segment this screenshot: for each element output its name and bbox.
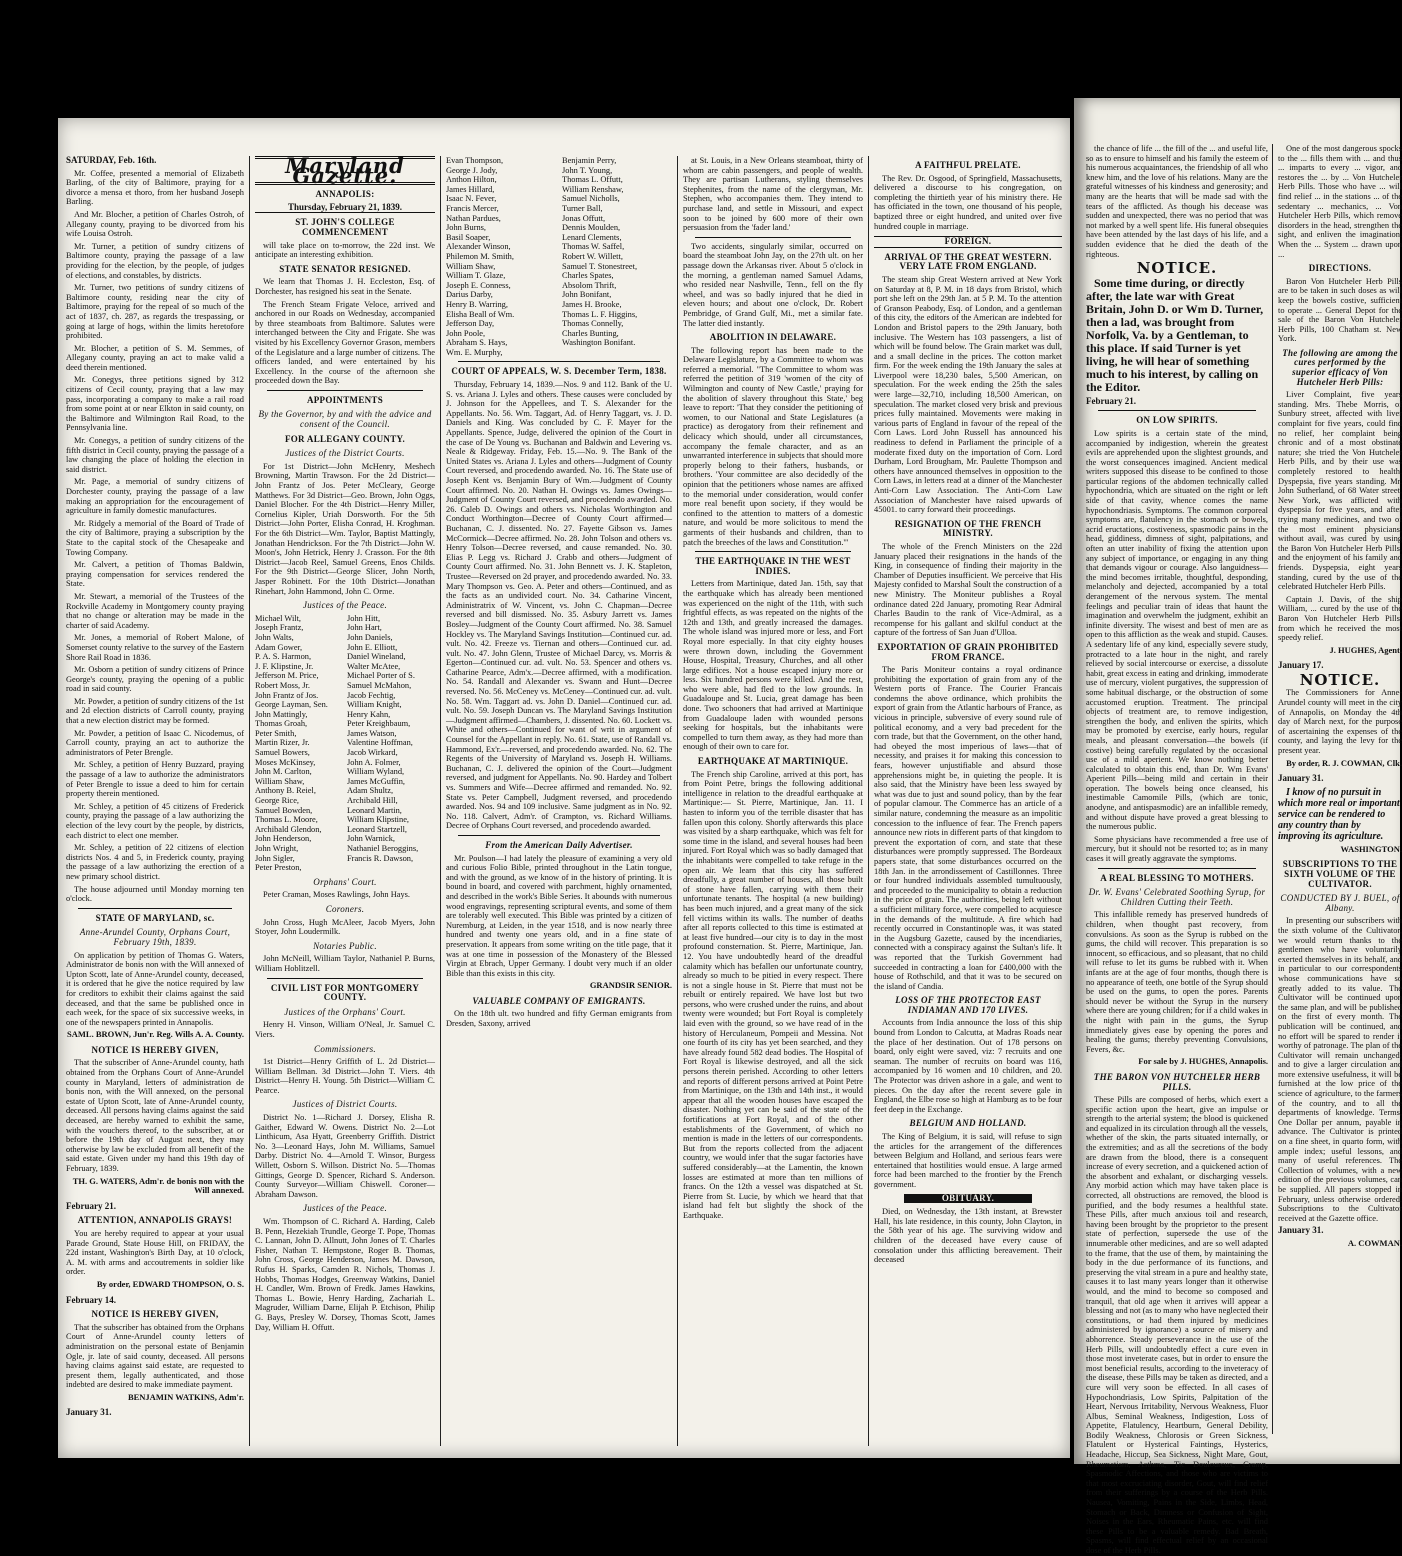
name-entry: Leonard Startzell,: [347, 824, 407, 834]
name-entry: Henry Kahn,: [347, 709, 391, 719]
name-entry: Thomas Connelly,: [562, 319, 624, 329]
obituary-heading: OBITUARY.: [904, 1194, 1032, 1204]
name-entry: George Layman, Sen.: [255, 700, 328, 710]
civil-sub: Justices of the Orphans' Court.: [284, 1006, 406, 1017]
commissioners-sub: Commissioners.: [314, 1043, 376, 1054]
name-entry: William T. Glaze,: [446, 271, 506, 281]
herb-heading: THE BARON VON HUTCHELER HERB PILLS.: [1093, 1071, 1261, 1092]
abolition-heading: ABOLITION IN DELAWARE.: [709, 332, 837, 343]
name-entry: George J. Jody,: [446, 165, 498, 175]
coroners-body: John Cross, Hugh McAleer, Jacob Myers, John Stoyer, John Loudermilk.: [255, 917, 435, 937]
name-entry: Nathaniel Beroggins,: [347, 844, 419, 853]
name-entry: Samuel Bowers,: [255, 748, 310, 758]
cures-agent: J. HUGHES, Agent.: [1329, 644, 1402, 655]
name-entry: Martin Rizer, Jr.: [255, 738, 310, 748]
notice-heading: NOTICE IS HEREBY GIVEN,: [91, 1044, 219, 1055]
civil-body: Henry H. Vinson, William O'Neal, Jr. Samuel C. Viers.: [255, 1020, 435, 1039]
name-entry: Jefferson Day,: [446, 319, 495, 329]
divider: [695, 551, 851, 552]
resignation-heading: RESIGNATION OF THE FRENCH MINISTRY.: [894, 518, 1042, 539]
state-body: On application by petition of Thomas G. Waters, Administrator de bonis non with the Will annexed of Upton Scott, late of Anne-Arundel county, deceased, it is ordered that he give the notice required by law for creditors to exhibit their claims against the said deceased, and that the same be published once in each week, for the space of six successive weeks, in one of the newspapers printed in Annapolis.: [66, 950, 244, 1027]
name-entry: Adam Shultz,: [347, 786, 394, 796]
great-western-body: The steam ship Great Western arrived at New York on Saturday at 8, P. M. in 18 days from Bristol, which port she left on the 29th Jan. at 5 P. M. To the attention of Granson Peabody, Esq. of London, and a gentleman of this city, the editors of the American are indebted for London and Bristol papers to the 29th January, both inclusive. The Western has 103 passengers, a list of which will be found below. The Grain market was dull, and a small decline in the prices. The cotton market firm. For the week ending the 19th January the sales at Liverpool were 18,230 bales, 5,500 American, on speculation. For the week ending the 25th the sales were large—32,710, including 18,500 American, on speculation. The market closed very brisk and previous prices fully maintained. Movements were making in various parts of England in favour of the repeal of the Corn Laws. Lord John Russell has announced his readiness to defend in Parliament the principle of a moderate fixed duty on the importation of Corn. Lord Durham, Lord Brougham, Mr. Paulette Thompson and others have announced themselves in opposition to the Corn Laws, in letters read at a dinner of the Manchester Anti-Corn Law Association. The Anti-Corn Law Association of Manchester have raised upwards of 45001. to carry forward their proceedings.: [874, 274, 1062, 515]
allegany-sub: Justices of the District Courts.: [285, 448, 405, 459]
name-entry: Jefferson M. Price,: [255, 671, 319, 681]
name-entry: Samuel T. Stonestreet,: [562, 261, 638, 271]
cultivator-body: In presenting our subscribers with the sixth volume of the Cultivator, we would return thanks to the gentlemen who have voluntarily exerted themselves in its behalf, and in particular to our correspondents whose communications have so greatly added to its value. The Cultivator will be continued upon the same plan, and will be published on the first of every month. The publication will be continued, and no effort will be spared to render it worthy of patronage. The plan of the Cultivator will remain unchanged; and to give a larger circulation and more extensive usefulness, it will be furnished at the low price of the science of agriculture, to the farmers of the country, and to all the departments of knowledge. Terms, One Dollar per annum, payable in advance. The Cultivator is printed on a fine sheet, in quarto form, with ample index; useful lessons, and many of useful references. The Collection of volumes, with a new edition of the previous volumes, can be supplied. All papers stopped in February, unless otherwise ordered. Subscriptions to the Cultivator received at the Gazette office.: [1278, 916, 1402, 1223]
divider: [78, 908, 232, 909]
name-entry: Evan Thompson,: [446, 156, 504, 165]
name-entry: James H. Brooke,: [562, 299, 622, 309]
state-subheading: Anne-Arundel County, Orphans Court, February 19th, 1839.: [79, 927, 231, 947]
name-entry: Lenard Clements,: [562, 232, 622, 242]
divider: [458, 361, 660, 362]
name-entry: Nathan Pardues,: [446, 213, 501, 223]
column-5: [874, 156, 1062, 1446]
name-entry: John Wright,: [255, 844, 299, 853]
column-rule: [1272, 144, 1273, 1434]
peace2-sub: Justices of the Peace.: [302, 1203, 388, 1214]
emigrants-continued: at St. Louis, in a New Orleans steamboat, thirty of whom are cabin passengers, and people of wealth. They are partisan Lutherans, styling themselves Stephenites, from the name of the clergyman, Mr. Stephen, who accompanies them. They intend to purchase land, and settle in Missouri, and expect soon to be joined by 600 more of their own persuasion from the 'fader land.': [683, 156, 863, 233]
commissioners-notice-date: January 31.: [1278, 773, 1324, 784]
name-entry: Turner Ball,: [562, 203, 603, 213]
name-entry: John Daniels,: [347, 632, 393, 642]
name-entry: Thomas W. Saffel,: [562, 242, 625, 252]
divider: [267, 390, 423, 391]
name-entry: John Warnick,: [347, 834, 396, 844]
paragraph: Mr. Calvert, a petition of Thomas Baldwin, praying compensation for services rendered the State.: [66, 560, 244, 589]
name-entry: Robert Moss, Jr.: [255, 680, 310, 690]
prelate-heading: A FAITHFUL PRELATE.: [915, 160, 1021, 170]
name-entry: Michael Porter of S.: [347, 671, 415, 681]
paragraph: Mr. Powder, a petition of sundry citizens of the 1st and 2d election districts of Carroll county, praying that a new election district may be formed.: [66, 696, 244, 726]
name-entry: P. A. S. Harmon,: [255, 652, 312, 662]
spirits-note: Some physicians have recommended a free use of mercury, but it should not be resorted to; as in many cases it will greatly aggravate the symptoms.: [1086, 834, 1268, 864]
name-entry: John Hart,: [347, 623, 382, 633]
name-entry: Michael Wilt,: [255, 613, 302, 623]
cultivator-date: January 31.: [1278, 1225, 1324, 1236]
grain-heading: EXPORTATION OF GRAIN PROHIBITED FROM FRANCE.: [877, 641, 1059, 662]
divider: [458, 835, 660, 836]
spirits-heading: ON LOW SPIRITS.: [1136, 415, 1218, 426]
divider: [267, 978, 423, 979]
names-continued-right: [562, 156, 672, 357]
name-entry: Moses McKinsey,: [255, 757, 316, 767]
district-sub: Justices of District Courts.: [292, 1099, 398, 1110]
name-entry: Samuel Bowden,: [255, 805, 313, 815]
name-entry: John Bonifant,: [562, 290, 612, 300]
name-entry: Dennis Moulden,: [562, 223, 621, 233]
name-entry: William Wyland,: [347, 767, 405, 777]
cures-date: January 17.: [1278, 660, 1324, 671]
names-continued-left: [446, 156, 556, 357]
notice2-heading: NOTICE IS HEREBY GIVEN,: [91, 1309, 219, 1320]
paragraph: Mr. Stewart, a memorial of the Trustees of the Rockville Academy in Montgomery county praying that no change or alteration may be made in the charter of said Academy.: [66, 591, 244, 630]
name-entry: Daniel Wineland,: [347, 652, 406, 662]
senator-heading: STATE SENATOR RESIGNED.: [279, 263, 411, 274]
name-entry: Samuel Nicholls,: [562, 194, 620, 204]
grain-body: The Paris Moniteur contains a royal ordinance prohibiting the exportation of grain from any of the Western ports of France. The Courier Francais condemns the above ordinance, which prohibits the export of grain from the Atlantic harbours of France, as vicious in principle, subversive of every sound rule of political economy, and a very bad precedent for the corn trade, but that the Government, on the other hand, had obeyed the most imperious of laws—that of necessity, and praises it for making this concession to fears, however unjustifiable and absurd those apprehensions might be, in quieting the people. It is also said, that the Ministry have been less swayed by what was due to just and sound policy, than by the fear of popular clamour. The Commerce has an article of a similar nature, condemning the measure as an impolitic concession to the influence of fear. The French papers announce new riots in different parts of that kingdom to prevent the exportation of corn, and state that these disturbances were promptly suppressed. The Bordeaux papers state, that some disturbances occurred on the 18th Jan. in the arrondissement of Castillonnes. Three or four hundred individuals assembled tumultuously, and proceeded to the municipality to obtain a reduction in the price of grain. The authorities, being left without a sufficient military force, were compelled to acquiesce in the demands of the multitude. A fire which had recently occurred in Constantinople was, it was stated in the Augsburg Gazette, caused by the incendiaries, connected with a conspiracy against the Sultan's life. It was reported that the Turkish Government had succeeded in contracting a loan for £400,000 with the house of Rothschild, and that it was to be secured on the island of Candia.: [874, 665, 1062, 991]
column-1: [66, 156, 244, 1446]
column-rule: [868, 156, 869, 1446]
appointments-sub: By the Governor, by and with the advice and consent of the Council.: [258, 409, 432, 430]
column-a: [1086, 144, 1268, 1555]
name-entry: Alexander Winson,: [446, 242, 511, 252]
prelate-body: The Rev. Dr. Osgood, of Springfield, Massachusetts, delivered a discourse to his congregation, on completing the thirtieth year of his ministry there. He has officiated in the town, one thousand of his people, baptized three or eight hundred, and united over five hundred couple in marriage.: [874, 173, 1062, 231]
cures-heading: The following are among the cures performed by the superior efficacy of Von Hutcheler Herb Pills:: [1282, 347, 1398, 387]
paragraph: Mr. Jones, a memorial of Robert Malone, of Somerset county relative to the survey of the Eastern Shore Rail Road in 1836.: [66, 633, 244, 662]
name-entry: John T. Young,: [562, 165, 613, 175]
name-entry: James McGuffin,: [347, 776, 405, 786]
name-entry: Walter McAtee,: [347, 661, 401, 671]
name-entry: Benjamin Perry,: [562, 156, 617, 165]
paragraph: Mr. Turner, two petitions of sundry citizens of Baltimore county, residing near the city of Baltimore, praying for the repeal of so much of the act of 1837, ch. 287, as regards the trespassing, or going at large of hogs, within the limits heretofore prohibited.: [66, 283, 244, 341]
loss-body: Accounts from India announce the loss of this ship bound from London to Calcutta, at Madras Roads near the place of her destination. Out of 178 persons on board, only eight were saved, viz: 7 recruits and one seaman. The number of recruits on board was 116, accompanied by 16 women and 10 children, and 20. The Protector was driven ashore in a gale, and went to pieces. On the day after the recent severe gale in England, the Elbe rose so high at Hamburg as to be four feet deep in the Exchange.: [874, 1018, 1062, 1114]
paragraph: Mr. Powder, a petition of Isaac C. Nicodemus, of Carroll county, praying an act to authorize the administrators of Peter Brengle.: [66, 728, 244, 757]
civil-heading: CIVIL LIST FOR MONTGOMERY COUNTY.: [270, 982, 420, 1003]
name-entry: James Hillard,: [446, 184, 495, 194]
district-body: District No. 1—Richard J. Dorsey, Elisha R. Gaither, Edward W. Owens. District No. 2—Lot Linthicum, Asa Hyatt, Greenberry Griffith. District No. 3—Leonard Hays, John M. Williams, Samuel Darby. District No. 4—Arnold T. Winsor, Burgess Willett, Osborn S. Willson. District No. 5—Thomas Gittings, George D. Spencer, Richard S. Anderson. County Surveyor—William Chiswell. Coroner—Abraham Dawson.: [255, 1113, 435, 1199]
name-entry: Absolom Thrift,: [562, 280, 617, 290]
frigate-body: The French Steam Frigate Veloce, arrived and anchored in our Roads on Wednesday, accompanied by three steamboats from Baltimore. Salutes were interchanged between the City and Frigate. She was visited by his Excellency Governor Grason, members of the Legislature and a large number of citizens. The officers landed, and were entertained by his Excellency. In the course of the afternoon she proceeded down the Bay.: [255, 299, 435, 386]
washington-signature: WASHINGTON.: [1340, 843, 1402, 854]
emigrants-body: On the 18th ult. two hundred and fifty German emigrants from Dresden, Saxony, arrived: [446, 1009, 672, 1029]
name-entry: Anthon Hilton,: [446, 175, 497, 185]
column-4: [683, 156, 863, 1446]
name-entry: Jacob Fechtig,: [347, 690, 396, 700]
paragraph: Mr. Turner, a petition of sundry citizens of Baltimore county, praying the passage of a law providing for the election, by the people, of judges of elections, and constables, by districts.: [66, 241, 244, 280]
directions-body: Baron Von Hutcheler Herb Pills are to be taken in such doses as will keep the bowels costive, sufficient to operate ... General Depot for the sale of the Baron Von Hutcheler Herb Pills, 100 Chatham st. New York.: [1278, 276, 1402, 344]
notice-date: February 21.: [1086, 395, 1136, 406]
notice-body: That the subscriber of Anne-Arundel county, hath obtained from the Orphans Court of Anne-Arundel county in Maryland, letters of administration de bonis non, with the Will annexed, on the personal estate of Upton Scott, late of Anne-Arundel county, deceased. All persons having claims against the said deceased, are hereby warned to exhibit the same, with the vouchers thereof, to the subscriber, at or before the 19th day of August next, they may otherwise by law be excluded from all benefit of the said estate. Given under my hand this 19th day of February, 1839.: [66, 1058, 244, 1173]
grays-date: February 14.: [66, 1294, 116, 1305]
orphans-body: Peter Craman, Moses Rawlings, John Hays.: [263, 890, 411, 900]
paragraph: Mr. Coffee, presented a memorial of Elizabeth Barling, of the city of Baltimore, praying for a divorce a mensa et thoro, from her husband Joseph Barling.: [66, 168, 244, 207]
state-signature: SAML. BROWN, Jun'r. Reg. Wills A. A. County.: [67, 1029, 244, 1040]
name-entry: Isaac N. Fever,: [446, 194, 497, 204]
bible-heading: From the American Daily Advertiser.: [485, 839, 633, 850]
belgium-body: The King of Belgium, it is said, will refuse to sign the articles for the arrangement of the differences between Belgium and Holland, and serious fears were entertained that hostilities would ensue. A large armed force had been marched to the frontier by the French government.: [874, 1132, 1062, 1189]
senator-body: We learn that Thomas J. H. Eccleston, Esq. of Dorchester, has resigned his seat in the Senate.: [255, 277, 435, 296]
dateline: Thursday, February 21, 1839.: [255, 203, 435, 214]
names-continued: [446, 156, 672, 357]
name-entry: William Knight,: [347, 700, 402, 710]
name-entry: Peter Preston,: [255, 863, 302, 873]
name-entry: John Burns,: [446, 223, 487, 233]
martinique-heading: EARTHQUAKE AT MARTINIQUE.: [697, 756, 849, 767]
notaries-sub: Notaries Public.: [313, 940, 377, 951]
name-entry: William Shaw,: [255, 776, 305, 786]
notaries-body: John McNeill, William Taylor, Nathaniel P. Burns, William Hoblitzell.: [255, 954, 435, 973]
column-2: [255, 153, 435, 1446]
name-entry: John Hitt,: [347, 613, 381, 623]
paragraph: Mr. Schley, a petition of 45 citizens of Frederick county, praying the passage of a law authorizing the election of the levy court by the people, by districts, each district to elect one member.: [66, 801, 244, 840]
great-western-heading: ARRIVAL OF THE GREAT WESTERN. VERY LATE FROM ENGLAND.: [884, 251, 1052, 272]
name-entry: Peter Smith,: [255, 728, 297, 738]
name-entry: Joseph E. Conness,: [446, 280, 511, 290]
name-entry: James Watson,: [347, 728, 397, 738]
notice-heading: NOTICE.: [1136, 259, 1218, 278]
name-entry: Francis Mercer,: [446, 203, 499, 213]
name-entry: Abraham S. Hays,: [446, 338, 508, 348]
spirits-body: Low spirits is a certain state of the mind, accompanied by indigestion, wherein the greatest evils are apprehended upon the slightest grounds, and the worst consequences imagined. Ancient medical writers supposed this disease to be confined to those particular regions of the abdomen technically called hypochondria, which are situated on the right or left side of that cavity, whence comes the name hypochondriasis. Symptoms. The common corporeal symptoms are, flatulency in the stomach or bowels, acrid eructations, costiveness, spasmodic pains in the head, giddiness, dimness of sight, palpitations, and often an utter inability of fixing the attention upon any subject of importance, or engaging in any thing that demands vigour or courage. Also languidness—the mind becomes irritable, thoughtful, desponding, melancholy and dejected, accompanied by a total derangement of the nervous system. The mental feelings and peculiar train of ideas that haunt the imagination and overwhelm the judgment, exhibit an infinite diversity. The wisest and best of men are as open to this affliction as the weak and stupid. Causes. A sedentary life of any kind, especially severe study, protracted to a late hour in the night, and rarely relieved by social intercourse or exercise, a dissolute habit, great excess in eating and drinking, immoderate use of mercury, violent purgatives, the suppression of some habitual discharge, or the obstruction of some accustomed eruption. Treatment. The principal objects of treatment are, to remove indigestion, strengthen the body, and enliven the spirits, which may be promoted by exercise, early hours, regular meals, and pleasant conversation—the bowels (if costive) being carefully regulated by the occasional use of a mild aperient. We know nothing better calculated to obtain this end, than Dr. Wm Evans' Aperient Pills—being mild and certain in their operation. The bowels being once cleansed, his inestimable Camomile Pills, (which are tonic, anodyne, and antispasmodic) are an infallible remedy, and without dispute have proved a great blessing to the numerous public.: [1086, 428, 1268, 832]
name-entry: Thomas L. F. Higgins,: [562, 309, 638, 319]
cures-body: Liver Complaint, five years standing. Mrs. Thebe Morris, of Sunbury street, affected with liver complaint for five years, could find no relief, her complaint being chronic and of a most obstinate nature; she tried the Von Hutcheler Herb Pills, and by their use was completely restored to health. Dyspepsia, five years standing. Mr. John Sutherland, of 68 Water street, New York, was afflicted with dyspepsia for five years, and after trying many medicines, and two of the most eminent physicians, without avail, was cured by using the Baron Von Hutcheler Herb Pills, and the enjoyment of his family and friends. Dyspepsia, eight years standing, cured by the use of the celebrated Hutcheler Herb Pills.: [1278, 390, 1402, 592]
name-entry: Basil Soaper,: [446, 232, 491, 242]
accident-body: Two accidents, singularly similar, occurred on board the steamboat John Jay, on the 27th ult. on her passage down the Arkansas river. About 5 o'clock in the morning, a gentleman named Samuel Adams, who resided near Nashville, Tenn., fell on the fly wheel, and was so badly injured that he died in eleven hours; and about one o'clock, Dr. Robert Pembridge, of Grand Gulf, Mi., met a similar fate. The latter died instantly.: [683, 241, 863, 328]
obituary-continued: the chance of life ... the fill of the ... and useful life, so as to ensure to himself and his family the esteem of his numerous acquaintances, the friendship of all who knew him, and the love of his relations. Many are the grateful witnesses of his kindness and generosity; and many are the hearts that will be made sad with the tears of the afflicted. As though his decease was sudden and unexpected, there was no period that was not marked by a well spent life. His funeral obsequies have been attended by the last days of his life, and a sudden evidence that he died the death of the righteous.: [1086, 144, 1268, 259]
bible-body: Mr. Poulson—I had lately the pleasure of examining a very old and curious Folio Bible, printed throughout in the Latin tongue, and with the ground, as we know of in the history of printing. It is bound in board, and covered with parchment, highly ornamented, and described in the work's Bible Series. It abounds with numerous wood engravings, representing scriptural events, and some of them are tolerably well executed. This Bible was printed by a citizen of Nuremburg, at Leiden, in the year 1518, and is now nearly three hundred and twenty one years old, and in a fine state of preservation. It appears from some writing on the title page, that it was at one time in possession of the Monastery of the Blessed Virgin at Ebrach, Upper Germany. I doubt very much if an older Bible than this exists in this city.: [446, 853, 672, 978]
directions-heading: DIRECTIONS.: [1308, 263, 1372, 274]
place-line: ANNAPOLIS:: [315, 189, 375, 200]
masthead: Maryland Gazette.: [255, 156, 435, 185]
name-entry: William Renshaw,: [562, 184, 624, 194]
cultivator-signature: A. COWMAN.: [1347, 1237, 1402, 1248]
paragraph: Mr. Page, a memorial of sundry citizens of Dorchester county, praying the passage of a law making an appropriation for the encouragement of agriculture in family domestic manufactures.: [66, 477, 244, 516]
resignation-body: The whole of the French Ministers on the 22d January placed their resignations in the hands of the King, in consequence of finding their majority in the Chamber of Deputies insufficient. We perceive that His Majesty confided to Marshal Soult the construction of a new Ministry. The Moniteur publishes a Royal ordinance dated 22d January, promoting Rear Admiral Charles Baudin to the rank of Vice-Admiral, as a recompense for his gallant and skilful conduct at the capture of the fortress of San Juan d'Ulloa.: [874, 541, 1062, 638]
name-entry: Thomas L. Offutt,: [562, 175, 623, 185]
commissioners-notice-signature: By order, R. J. COWMAN, Clk.: [1286, 757, 1402, 768]
name-entry: Washington Bonifant.: [562, 338, 636, 348]
name-entry: George Rice,: [255, 796, 300, 806]
paragraph: The house adjourned until Monday morning ten o'clock.: [66, 884, 244, 904]
earthquake-heading: THE EARTHQUAKE IN THE WEST INDIES.: [695, 556, 851, 576]
name-entry: John Henderson,: [255, 834, 312, 844]
justices-list: [255, 614, 435, 873]
name-entry: Joseph Frantz,: [255, 623, 304, 633]
paragraph: Mr. Schley, a petition of Henry Buzzard, praying the passage of a law to authorize the administrators of Peter Brengle to issue a deed to him for certain property therein mentioned.: [66, 760, 244, 799]
name-entry: Philemon M. Smith,: [446, 251, 514, 261]
name-entry: John Walts,: [255, 632, 294, 642]
column-rule: [677, 156, 678, 1446]
herb-body: These Pills are composed of herbs, which exert a specific action upon the heart, give an impulse or strength to the arterial system; the blood is quickened and equalized in its circulation through all the vessels, whether of the skin, the parts situated internally, or the extremities; and as all the secretions of the body are drawn from the blood, there is a consequent increase of every secretion, and a quickened action of the absorbent and exhalant, or discharging vessels. Any morbid action which may have taken place is corrected, all obstructions are removed, the blood is purified, and the body resumes a healthful state. These Pills, after much anxious toil and research, having been brought by the proprietor to the present state of perfection, supersede the use of the innumerable other medicines, and are so well adapted to the frame, that the use of them, by maintaining the body in the due performance of its functions, and preserving the vital stream in a pure and healthy state, causes it to last many years longer than it otherwise would, and the mind to become so composed and tranquil, that old age when it arrives will appear a blessing and not (as to many who have neglected their constitutions, or had them injured by medicines administered by ignorance) a source of misery and abhorrence. Steady perseverance in the use of the Herb Pills, will undoubtedly effect a cure even in those most inveterate cases, but in order to ensure the most beneficial results, according to the inveteracy of the disease, these Pills may be taken as directed, and a cure will very soon be effected. In all cases of Hypochondriasis, Low Spirits, Palpitation of the Heart, Nervous Irritability, Nervous Weakness, Fluor Albus, Seminal Weakness, Indigestion, Loss of Appetite, Flatulency, Heartburn, General Debility, Bodily Weakness, Chlorosis or Green Sickness, Flatulent or Hysterical Faintings, Hysterics, Headache, Hiccup, Sea Sickness, Night Mare, Gout, Rheumatism, Asthma, Tic Douloureux, Cramp, Spasmodic Affections, and those who are victims to that most excruciating disorder, Gout, will find relief from their sufferings by a course of the Herb Pills. Nausea, Vomiting, Pains in the Side, Limbs, Head, Stomach or Back, Dimness or Confusion of Sight, Noises in the Ears, Rheumatic Pains, etc. will find these Pills to be a valuable remedy. Bad Breath, Spasms, will find effectual relief by an occasional dose of the Herb Pills.: [1086, 1095, 1268, 1555]
name-entry: Elisha Beall of Wm.: [446, 309, 515, 319]
name-entry: Samuel McMahon,: [347, 680, 412, 690]
justices-list-right: [347, 614, 435, 873]
herb-continued: One of the most dangerous spocks to the ... fills them with ... and thus ... imparts to every ... vigor, and restores the ... by ... Von Hutcheler Herb Pills. Those who have ... will find relief ... in the stations ... of the sedentary ... mechanics, ... Von Hutcheler Herb Pills, which remove disorders in the head, strengthen the sight, and enliven the imagination. When the ... System ... drawn upon ...: [1278, 144, 1402, 259]
name-entry: Jonas Offutt,: [562, 213, 606, 223]
divider: [1098, 410, 1256, 411]
divider: [695, 237, 851, 238]
blessing-sub: Dr. W. Evans' Celebrated Soothing Syrup, for Children Cutting their Teeth.: [1088, 887, 1266, 907]
allegany-body: For 1st District—John McHenry, Meshech Browning, Martin Trawson. For the 2d District—John Frantz of Jos. Peter McCleary, George Matthews. For 3d District—Geo. Brown, John Oggs, Daniel Blocher. For the 4th District—Henry Miller, Cornelius Kipler, Uriah Dorsworth. For the 5th District—John Porter, Elisha Conrad, H. Kroghman. For the 6th District—Wm. Taylor, Baptist Mattingly, Jonathan Hendrickson. For the 7th District—John W. Moon's, John Hetrick, Henry J. Crasson. For the 8th District—Jacob Reel, Samuel Greens, Enos Childs. For the 9th District—George Slicer, John North, Jasper Robinett. For the 10th District—Jonathan Rinehart, John Hammond, John C. Orme.: [255, 461, 435, 596]
sjc-body: will take place on to-morrow, the 22d inst. We anticipate an interesting exhibition.: [255, 240, 435, 260]
name-entry: John A. Folmer,: [347, 757, 401, 767]
notice2-date: January 31.: [66, 1407, 112, 1418]
paragraph: Mr. Conegys, a petition of sundry citizens of the fifth district in Cecil county, praying the passage of a law changing the place of holding the election in said district.: [66, 436, 244, 474]
name-entry: Leonard Martin,: [347, 805, 402, 815]
notice-signature: TH. G. WATERS, Adm'r. de bonis non with the Will annexed.: [72, 1175, 244, 1196]
name-entry: Valentine Hoffman,: [347, 738, 413, 748]
name-entry: John Frantz of Jos.: [255, 690, 319, 700]
cures-signature: Captain J. Davis, of the ship William, ... cured by the use of the Baron Von Hutcheler Herb Pills, from which he received the most speedy relief.: [1278, 594, 1402, 643]
justices-list-left: [255, 614, 343, 873]
allegany-heading: FOR ALLEGANY COUNTY.: [284, 433, 406, 444]
bible-signature: GRANDSIR SENIOR.: [589, 980, 672, 991]
newspaper-page-right: [1074, 98, 1402, 1555]
column-rule: [249, 156, 250, 1446]
divider: [1098, 868, 1256, 869]
court-heading: COURT OF APPEALS, W. S. December Term, 1838.: [451, 366, 667, 377]
name-entry: Charles Bunting,: [562, 328, 619, 338]
grays-signature: By order, EDWARD THOMPSON, O. S.: [96, 1278, 244, 1289]
paragraph: Mr. Blocher, a petition of S. M. Semmes, of Allegany county, praying an act to make valid a deed therein mentioned.: [66, 343, 244, 372]
washington-quote: I know of no pursuit in which more real or important service can be rendered to any country than by improving its agriculture.: [1278, 786, 1400, 842]
notice2-body: That the subscriber has obtained from the Orphans Court of Anne-Arundel county letters of administration on the personal estate of Benjamin Ogle, jr. late of said county, deceased. All persons having claims against said estate, are requested to present them, legally authenticated, and those indebted are desired to make immediate payment.: [66, 1322, 244, 1390]
commissioners-body: 1st District—Henry Griffith of L. 2d District—William Bellman. 3d District—John T. Viers. 4th District—Henry H. Young. 5th District—William C. Pearce.: [255, 1057, 435, 1095]
sjc-heading: ST. JOHN'S COLLEGE COMMENCEMENT: [295, 217, 395, 237]
appointments-heading: APPOINTMENTS: [306, 394, 384, 405]
name-entry: Archibald Glendon,: [255, 824, 322, 834]
name-entry: Thomas L. Moore,: [255, 815, 318, 825]
loss-heading: LOSS OF THE PROTECTOR EAST INDIAMAN AND 170 LIVES.: [895, 995, 1041, 1015]
notice-body: Some time during, or directly after, the late war with Great Britain, John D. or Wm D. Turner, then a lad, was brought from Norfolk, Va. by a Gentleman, to this place. If said Turner is yet living, he will hear of something much to his interest, by calling on the Editor.: [1086, 275, 1264, 394]
cultivator-heading: SUBSCRIPTIONS TO THE SIXTH VOLUME OF THE CULTIVATOR.: [1282, 859, 1398, 889]
column-b: [1278, 144, 1402, 1434]
peace-sub: Justices of the Peace.: [302, 600, 388, 611]
name-entry: William Klipstine,: [347, 815, 410, 825]
foreign-heading: FOREIGN.: [874, 236, 1062, 248]
cultivator-sub: CONDUCTED BY J. BUEL, of Albany.: [1280, 893, 1400, 913]
obituary-body: Died, on Wednesday, the 13th instant, at Brewster Hall, his late residence, in this county, John Clayton, in the 58th year of his age. The surviving widow and children of the deceased have every cause of consolation under this afflicting bereavement. Their deceased: [874, 1207, 1062, 1265]
grays-body: You are hereby required to appear at your usual Parade Ground, State House Hill, on FRIDAY, the 22d instant, Washington's Birth Day, at 10 o'clock, A. M. with arms and accoutrements in soldier like order.: [66, 1228, 244, 1277]
name-entry: Archibald Hill,: [347, 796, 398, 806]
name-entry: Francis R. Dawson,: [347, 853, 414, 863]
martinique-body: The French ship Caroline, arrived at this port, has from Point Petre, brings the following additional intelligence in relation to the dreadful earthquake at Martinique:— St. Pierre, Martinique, Jan. 11. I hasten to inform you of the terrible disaster that has fallen upon this colony. Shortly afterwards this place was visited by a sharp earthquake, which was felt for some time in the island, and several houses had been injured. Fort Royal which was so badly damaged that the inhabitants were compelled to take refuge in the open air. We learn that this city has suffered dreadfully, a great number of houses, all those built of stone have fallen, carrying with them their unfortunate tenants. The hospital (a new building) has been much injured, and a great many of the sick fell victims within its walls. The number of deaths after all reports collected to this time is estimated at at least five hundred—our city is to day in the most profound consternation. St. Pierre, Martinique, Jan. 12. You have undoubtedly heard of the dreadful calamity which has befallen our unfortunate country, already so much to be pitied in every respect. There is not a single house in St. Pierre that must not be rebuilt or entirely repaired. We have lost but two persons, who were crushed under the ruins, and about twenty were wounded; but Fort Royal is completely laid even with the ground, so we have read of in the history of Herculaneum, Pompeii and Messina. Not one fourth of its city has yet been searched, and they have already found 582 dead bodies. The Hospital of Fort Royal is likewise destroyed, and all the sick persons therein perished. According to other letters and reports of different persons arrived at Point Petre from Martinique, on the 13th and 14th inst., it would appear that all the wooden houses have escaped the disaster. Nothing yet can be said of the state of the fortifications at Fort Royal, and of the other establishments of the Government, of which no mention is made in the letters of our correspondents. But from the reports collected from the adjacent country, we would infer that the sugar factories have suffered considerably—at the Lamentin, the known losses are estimated at more than ten millions of francs. On the 12th a vessel was dispatched at St. Pierre from St. Lucie, by which we heard that that island had felt but slightly the shock of the Earthquake.: [683, 769, 864, 1220]
abolition-body: The following report has been made to the Delaware Legislature, by a Committee to whom was referred a memorial. "The Committee to whom was referred the petition of 319 'women of the city of Wilmington and county of New Castle,' praying for the abolition of slavery throughout this State,' beg leave to report: 'That they consider the petitioning of women, to our National and State Legislatures (a practice) as derogatory from their refinement and delicacy which should, under all circumstances, accompany the female character, and as an unwarranted interference in subjects that should more properly belong to their fathers, husbands, or brothers. 'Your committee are also decidedly of the opinion that the petitioners whose names are affixed to the memorial under consideration, would confer more real benefit upon society, if they would be confined to the attention to matters of a domestic nature, and would be more solicitous to mend the garments of their husbands and children, than to patch the breeches of the laws and Constitution.'": [683, 345, 863, 547]
paragraph: Mr. Ridgely a memorial of the Board of Trade of the city of Baltimore, praying a subscription by the State to the capital stock of the Chesapeake and Towing Company.: [66, 518, 244, 557]
notice-date: February 21.: [66, 1200, 116, 1211]
name-entry: John Poole,: [446, 328, 486, 338]
name-entry: John Mattingly,: [255, 709, 308, 719]
blessing-body: This infallible remedy has preserved hundreds of children, when thought past recovery, from convulsions. As soon as the Syrup is rubbed on the gums, the child will recover. This preparation is so innocent, so efficacious, and so pleasant, that no child will refuse to let its gums be rubbed with it. When infants are at the age of four months, though there is no appearance of teeth, one bottle of the Syrup should be used on the gums, to open the pores. Parents should never be without the Syrup in the nursery where there are young children; for if a child wakes in the night with pain in the gums, the Syrup immediately gives ease by opening the pores and healing the gums; thereby preventing Convulsions, Fevers, &c.: [1086, 910, 1268, 1054]
orphans-sub: Orphans' Court.: [313, 876, 377, 887]
notice2-signature: BENJAMIN WATKINS, Adm'r.: [127, 1391, 244, 1402]
name-entry: Charles Spates,: [562, 271, 614, 281]
name-entry: John Sigler,: [255, 853, 295, 863]
name-entry: Jacob Wirkard,: [347, 748, 398, 758]
name-entry: William Shaw,: [446, 261, 496, 271]
name-entry: Henry B. Warring,: [446, 299, 508, 309]
grays-heading: ATTENTION, ANNAPOLIS GRAYS!: [77, 1215, 233, 1226]
session-date: SATURDAY, Feb. 16th.: [66, 155, 157, 165]
newspaper-page-left: [58, 118, 1070, 1458]
paragraph: Mr. Osborn a petition of sundry citizens of Prince George's county, praying the opening of a public road in said county.: [66, 665, 244, 694]
column-3: [446, 156, 672, 1446]
blessing-heading: A REAL BLESSING TO MOTHERS.: [1100, 872, 1254, 883]
name-entry: J. F. Klipstine, Jr.: [255, 661, 314, 671]
column-rule: [440, 156, 441, 1446]
state-heading: STATE OF MARYLAND, sc.: [95, 912, 215, 923]
peace2-body: Wm. Thompson of C. Richard A. Harding, Caleb B. Penn, Hezekiah Trundle, George T. Pope, Thomas C. Lannan, John D. Allnutt, John Jones of T. Charles Fisher, Nathan T. Hempstone, Roger B. Thomas, John Cross, George Henderson, James M. Dawson, Rufus H. Sparks, Camden R. Nichols, Thomas J. Hobbs, Thomas Hodges, Greenway Watkins, Daniel H. Candler, Wm. Brown of Fredk. James Hawkins, Thomas L. Bowie, Henry Harding, Zachariah L. Magruder, William Darne, Elijah P. Etchison, Philip G. Bays, Presley W. Dorsey, Thomas Scott, James Day, William H. Offutt.: [255, 1217, 435, 1332]
court-body: Thursday, February 14, 1839.—Nos. 9 and 112. Bank of the U. S. vs. Ariana J. Lyles and others. These causes were concluded by J. Johnson for the Appellees, and T. S. Alexander for the Appellants. No. 56. Wm. Taggart, Ad. of Henry Taggart, vs. J. D. Daniels and King. Was concluded by C. F. Mayer for the Appellants. Spence, Judge, delivered the opinion of the Court in the case of De Young vs. Buchanan and Baldwin and Levering vs. Neale & Ridgeway. Friday, Feb. 15.—No. 9. The Bank of the United States vs. Ariana J. Lyles and others—Judgment of County Court reversed, and procedendo awarded. No. 16. The State use of Joseph Kent vs. Benjamin Bury of Wm.—Judgment of County Court affirmed. No. 20. Nathan H. Owings vs. James Owings—Judgment of County Court reversed, and procedendo awarded. No. 26. Caleb D. Owings and others vs. Nicholas Worthington and Conduct Worthington—Decree of County Court affirmed—Buchanan, C. J. dissented. No. 27. Fayette Gibson vs. James McCormick—Decree affirmed. No. 28. John Tolson and others vs. Henry Tolson—Decree reversed, and cause remanded. No. 30. Elias P. Legg vs. Richard J. Crabb and others—Judgment of County Court affirmed. No. 31. John Bennett vs. J. K. Stapleton, Trustee—Reversed on 2d prayer, and procedendo awarded. No. 33. Mary Thompson vs. Geo. A. Peter and others—Continued, and as the facts as an undivided court. No. 34. Catharine Vincent, Administratrix of W. Vincent, vs. John C. Chapman—Decree reversed and bill dismissed. No. 35. Asbury Jarrett vs. James Bosley—Judgment of the County Court affirmed. No. 38. Samuel Hockley vs. The Maryland Savings Institution—Continued cur. ad. vult. No. 42. Freeze vs. Tiernan and others—Continued cur. ad. vult. No. 47. John Glenn, Trustee of Michael Darcy, vs. Morris & Egerton—Continued cur. ad. vult. No. 53. Spencer and others vs. Catharine Pearce, Adm'x.—Decree affirmed, with a modification. No. 54. Randall and Alexander vs. Swann and Hunt—Decree reversed. No. 56. McCeney vs. McCeney—Continued cur. ad. vult. No. 58. Wm. Taggart ad. vs. John D. Daniel—Continued cur. ad. vult. No. 59. Joseph Duncan vs. The Maryland Savings Institution—Judgment affirmed—Chambers, J. dissented. No. 60. Lockett vs. White and others—Continued for want of writ in argument of Counsel for the Appellant in reply. No. 61. State, use of Randall vs. Hammond, Ex'r.—reversed, and procedendo awarded. No. 62. The Regents of the University of Maryland vs. Joseph H. Williams. Buchanan, C. J. delivered the opinion of the Court—Judgment reversed, and judgment for Appellants. No. 90. Hardey and Tolbert vs. Summers and Wife—Decree affirmed and remanded. No. 92. State vs. Peter Campbell, Judgment reversed, and procedendo awarded. Nos. 94 and 109 inclusive. Same judgment as in No. 92. No. 118. Calvert, Adm'r. of Crampton, vs. Richard Williams. Decree of Orphans Court reversed, and procedendo awarded.: [446, 380, 672, 831]
coroners-sub: Coroners.: [325, 903, 365, 914]
paragraph: Mr. Schley, a petition of 22 citizens of election districts Nos. 4 and 5, in Frederick county, praying the passage of a law authorizing the erection of a new primary school district.: [66, 843, 244, 881]
name-entry: Darius Darby,: [446, 290, 493, 300]
commissioners-notice-heading: NOTICE.: [1299, 670, 1381, 689]
name-entry: Wm. E. Murphy,: [446, 347, 503, 357]
emigrants-heading: VALUABLE COMPANY OF EMIGRANTS.: [472, 995, 646, 1006]
name-entry: Thomas Groah,: [255, 719, 308, 729]
paragraph: And Mr. Blocher, a petition of Charles Ostroh, of Allegany county, praying to be divorced from his wife Louisa Ostroh.: [66, 209, 244, 239]
blessing-agent: For sale by J. HUGHES, Annapolis.: [1138, 1056, 1268, 1067]
name-entry: Anthony B. Reiel,: [255, 786, 316, 796]
commissioners-notice-body: The Commissioners for Anne-Arundel county will meet in the city of Annapolis, on Monday the 4th day of March next, for the purpose of ascertaining the expenses of the county, and laying the levy for the present year.: [1278, 688, 1402, 756]
paragraph: Mr. Conegys, three petitions signed by 312 citizens of Cecil county, praying that a law may pass, incorporating a company to make a rail road from some point at or near Elkton in said county, on the Baltimore and Wilmington Rail Road, to the Pennsylvania line.: [66, 375, 244, 433]
belgium-heading: BELGIUM AND HOLLAND.: [909, 1118, 1027, 1129]
name-entry: Adam Gower,: [255, 642, 303, 652]
name-entry: Peter Kreighbaum,: [347, 719, 411, 729]
name-entry: John M. Carlton,: [255, 767, 312, 777]
name-entry: Robert W. Willett,: [562, 251, 623, 261]
name-entry: John E. Elliott,: [347, 642, 398, 652]
earthquake-body: Letters from Martinique, dated Jan. 15th, say that the earthquake which has already been mentioned was experienced on the night of the 11th, with such frightful effects, as was repeated on the nights of the 12th and 13th, and greatly increased the damages. The whole island was injured more or less, and Fort Royal more especially. In that city eighty houses were thrown down, including the Government House, Hospital, Treasury, Churches, and all other large edifices. Not a house escaped injury more or less. Six hundred persons were killed. And the rest, who were able, had fled to the low grounds. In Guadaloupe and St. Lucia, great damage has been done. Two schooners that had arrived at Martinique from Guadaloupe laden with wounded persons seeking for hospitals, but the inhabitants were compelled to turn them away, as they had more than enough of their own to care for.: [683, 579, 863, 752]
